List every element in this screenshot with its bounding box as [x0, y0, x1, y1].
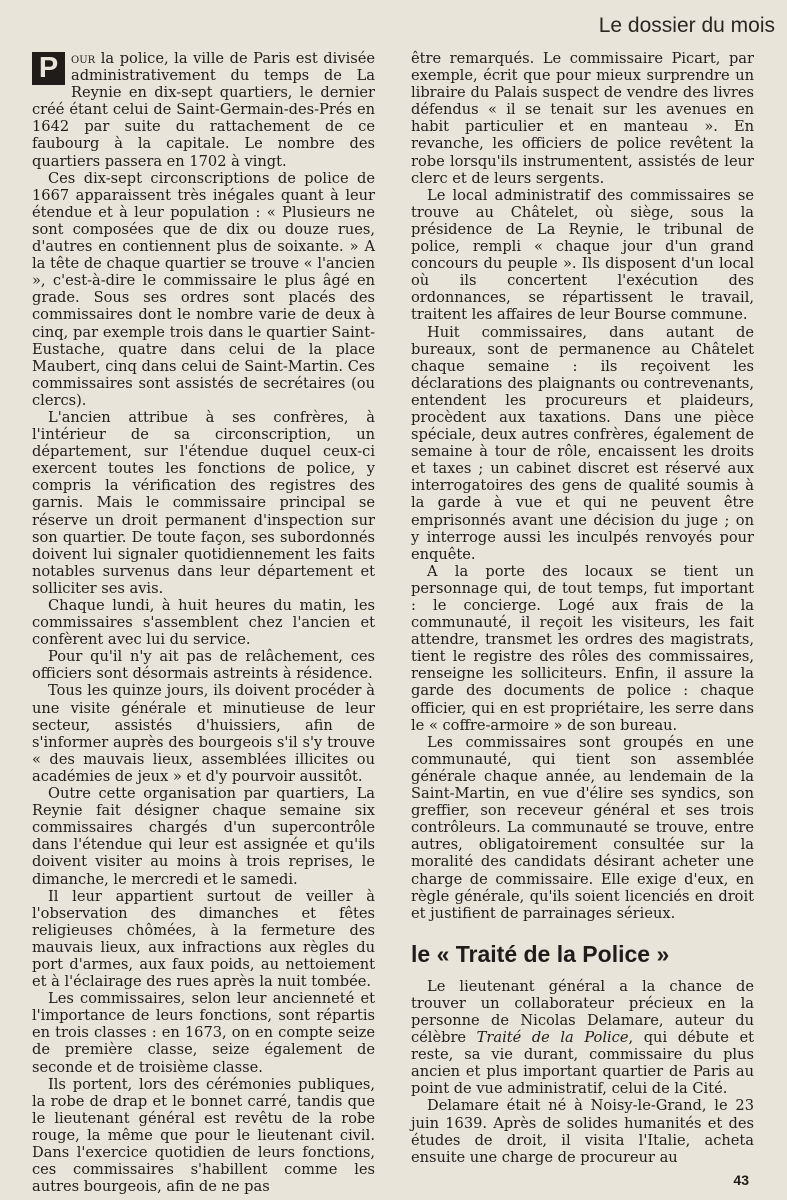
running-head: Le dossier du mois: [598, 14, 775, 37]
article-paragraph: P our la police, la ville de Paris est divisée administrativement du temps de La Reynie en dix-sept quartiers, le dernier créé étant celui de Saint-Germain-des-Prés en 1642 par suite du rattachement de ce faubourg à la capitale. Le nombre des quartiers passera en 1702 à vingt.: [32, 50, 375, 170]
article-paragraph: A la porte des locaux se tient un personnage qui, de tout temps, fut important : le concierge. Logé aux frais de la communauté, il reçoit les visiteurs, les fait attendre, transmet les ordres des magistrats, tient le registre des rôles des commissaires, renseigne les solliciteurs. Enfin, il assure la garde des documents de police : chaque officier, qui en est propriétaire, les serre dans le « coffre-armoire » de son bureau.: [411, 562, 754, 734]
article-paragraph: Huit commissaires, dans autant de bureaux, sont de permanence au Châtelet chaque semaine : ils reçoivent les déclarations des plaignants ou contrevenants, entendent les procureurs et plaideurs, procèdent aux taxations. Dans une pièce spéciale, deux autres confrères, également de semaine à tour de rôle, encaissent les droits et taxes ; un cabinet discret est réservé aux interrogatoires des gens de qualité soumis à la garde à vue et qui ne peuvent être emprisonnés avant une décision du juge ; on y interroge aussi les inculpés renvoyés pour enquête.: [411, 323, 754, 563]
book-title: Traité de la Police: [476, 1029, 629, 1047]
article-paragraph: Tous les quinze jours, ils doivent procéder à une visite générale et minutieuse de leur secteur, assistés d'huissiers, afin de s'informer auprès des bourgeois s'il s'y trouve « des mauvais lieux, assemblées illicites ou académies de jeux » et d'y pourvoir aussitôt.: [32, 682, 375, 785]
left-column: [32, 50, 375, 1195]
article-paragraph: Ils portent, lors des cérémonies publiques, la robe de drap et le bonnet carré, tandis que le lieutenant général est revêtu de la robe rouge, la même que pour le lieutenant civil. Dans l'exercice quotidien de leurs fonctions, ces commissaires s'habillent comme les autres bourgeois, afin de ne pas: [32, 1075, 375, 1196]
article-paragraph: Le local administratif des commissaires se trouve au Châtelet, où siège, sous la présidence de La Reynie, le tribunal de police, rempli « chaque jour d'un grand concours du peuple ». Ils disposent d'un local où ils concertent l'exécution des ordonnances, se répartissent le travail, traitent les affaires de leur Bourse commune.: [411, 186, 754, 324]
section-heading: le « Traité de la Police »: [411, 940, 670, 967]
article-paragraph: L'ancien attribue à ses confrères, à l'intérieur de sa circonscription, un département, sur l'étendue duquel ceux-ci exercent toutes les fonctions de police, y compris la vérification des registres des garnis. Mais le commissaire principal se réserve un droit permanent d'inspection sur son quartier. De toute façon, ses subordonnés doivent lui signaler quotidiennement les faits notables survenus dans leur département et solliciter ses avis.: [32, 408, 375, 597]
article-paragraph: Chaque lundi, à huit heures du matin, les commissaires s'assemblent chez l'ancien et confèrent avec lui du service.: [32, 597, 375, 649]
article-paragraph: Le lieutenant général a la chance de trouver un collaborateur précieux en la personne de Nicolas Delamare, auteur du célèbre Traité de la Police, qui débute et reste, sa vie durant, commissaire du plus ancien et plus important quartier de Paris au point de vue administratif, celui de la Cité.: [411, 977, 754, 1098]
article-paragraph: Pour qu'il n'y ait pas de relâchement, ces officiers sont désormais astreints à résidence.: [32, 648, 375, 683]
right-column: [411, 50, 754, 1166]
first-word-rest: our: [71, 50, 96, 67]
article-paragraph: Les commissaires sont groupés en une communauté, qui tient son assemblée générale chaque année, au lendemain de la Saint-Martin, en vue d'élire ses syndics, son greffier, son receveur général et ses trois contrôleurs. La communauté se trouve, entre autres, obligatoirement consultée sur la moralité des candidats désirant acheter une charge de commissaire. Elle exige d'eux, en règle générale, qu'ils soient licenciés en droit et justifient de parrainages sérieux.: [411, 733, 754, 922]
drop-cap: P: [32, 52, 65, 85]
page-number: 43: [733, 1172, 749, 1188]
article-paragraph-continued: être remarqués. Le commissaire Picart, par exemple, écrit que pour mieux surprendre un libraire du Palais suspect de vendre des livres défendus « il se tenait sur les avenues en habit particulier et en manteau ». En revanche, les officiers de police revêtent la robe lorsqu'ils instrumentent, assistés de leur clerc et de leurs sergents.: [411, 50, 754, 187]
article-paragraph: Il leur appartient surtout de veiller à l'observation des dimanches et fêtes religieuses chômées, à la fermeture des mauvais lieux, aux infractions aux règles du port d'armes, aux faux poids, au nettoiement et à l'éclairage des rues après la nuit tombée.: [32, 887, 375, 991]
article-paragraph: Les commissaires, selon leur ancienneté et l'importance de leurs fonctions, sont répartis en trois classes : en 1673, on en compte seize de première classe, seize également de seconde et de troisième classe.: [32, 990, 375, 1076]
article-paragraph: Ces dix-sept circonscriptions de police de 1667 apparaissent très inégales quant à leur étendue et à leur population : « Plusieurs ne sont composées que de dix ou douze rues, d'autres en contiennent plus de soixante. » A la tête de chaque quartier se trouve « l'ancien », c'est-à-dire le commissaire le plus âgé en grade. Sous ses ordres sont placés des commissaires dont le nombre varie de deux à cinq, par exemple trois dans le quartier Saint-Eustache, quatre dans celui de la place Maubert, cinq dans celui de Saint-Martin. Ces commissaires sont assistés de secrétaires (ou clercs).: [32, 169, 375, 409]
article-paragraph: Delamare était né à Noisy-le-Grand, le 23 juin 1639. Après de solides humanités et des études de droit, il visita l'Italie, acheta ensuite une charge de procureur au: [411, 1097, 754, 1166]
article-paragraph: Outre cette organisation par quartiers, La Reynie fait désigner chaque semaine six commissaires chargés d'un supercontrôle dans l'étendue qui leur est assignée et qu'ils doivent visiter au moins à trois reprises, le dimanche, le mercredi et le samedi.: [32, 785, 375, 888]
